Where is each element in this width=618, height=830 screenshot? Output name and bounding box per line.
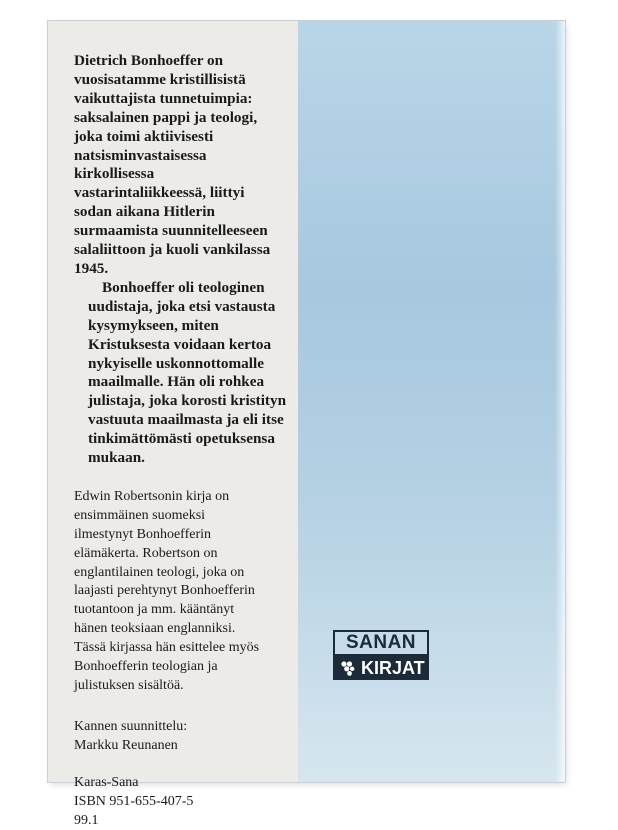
text-line: julistaja, joka korosti kristityn xyxy=(88,392,287,410)
text-line: ensimmäinen suomeksi xyxy=(74,507,206,523)
text-line: hänen teoksiaan englanniksi. xyxy=(74,621,236,637)
cover-design-label: Kannen suunnittelu: xyxy=(74,718,188,734)
text-line: saksalainen pappi ja teologi, xyxy=(74,108,258,126)
text-line: uudistaja, joka etsi vastausta xyxy=(88,297,276,315)
blurb-column xyxy=(74,52,296,830)
sanan-kirjat-logo xyxy=(333,630,429,682)
text-line: elämäkerta. Robertson on xyxy=(74,545,218,561)
bold-blurb xyxy=(74,52,296,468)
isbn: ISBN 951-655-407-5 xyxy=(74,793,194,809)
regular-paragraph xyxy=(74,488,296,696)
text-line: vastuuta maailmasta ja eli itse xyxy=(88,411,284,429)
text-line: tuotantoon ja mm. kääntänyt xyxy=(74,602,235,618)
bold-paragraph-2 xyxy=(74,279,296,468)
text-line: maailmalle. Hän oli rohkea xyxy=(88,373,265,391)
cover-credits xyxy=(74,718,296,756)
text-line: kirkollisessa xyxy=(74,165,155,183)
text-line: kysymykseen, miten xyxy=(88,316,219,334)
text-line: Bonhoefferin teologian ja xyxy=(74,659,218,675)
text-line: vastarintaliikkeessä, liittyi xyxy=(74,184,245,202)
text-line: salaliittoon ja kuoli vankilassa xyxy=(74,241,271,259)
text-line: laajasti perehtynyt Bonhoefferin xyxy=(74,583,255,599)
text-line: Tässä kirjassa hän esittelee myös xyxy=(74,640,260,656)
grapes-icon xyxy=(339,659,357,677)
text-line: vaikuttajista tunnetuimpia: xyxy=(74,89,253,107)
text-line: Bonhoeffer oli teologinen xyxy=(102,278,265,296)
logo-bottom-text: KIRJAT xyxy=(361,658,425,678)
text-line: julistuksen sisältöä. xyxy=(74,678,184,693)
cover-designer: Markku Reunanen xyxy=(74,737,178,753)
text-line: englantilainen teologi, joka on xyxy=(74,564,245,580)
text-line: natsisminvastaisessa xyxy=(74,146,207,164)
publisher-info xyxy=(74,774,296,830)
text-line: sodan aikana Hitlerin xyxy=(74,203,215,221)
logo-bottom-bar xyxy=(333,656,429,680)
text-line: Edwin Robertsonin kirja on xyxy=(74,488,230,504)
text-line: mukaan. xyxy=(88,449,145,467)
class-code: 99.1 xyxy=(74,812,99,828)
book-back-cover xyxy=(48,21,565,828)
text-line: joka toimi aktiivisesti xyxy=(74,127,214,145)
bold-paragraph-1 xyxy=(74,52,296,279)
text-line: tinkimättömästi opetuksensa xyxy=(88,430,275,448)
logo-top-text: SANAN xyxy=(333,630,429,656)
text-line: 1945. xyxy=(74,259,109,277)
text-line: Dietrich Bonhoeffer on xyxy=(74,52,224,69)
text-line: surmaamista suunnitelleeseen xyxy=(74,222,268,240)
text-line: vuosisatamme kristillisistä xyxy=(74,70,246,88)
publisher-name: Karas-Sana xyxy=(74,774,139,790)
cover-edge xyxy=(555,21,565,782)
text-line: ilmestynyt Bonhoefferin xyxy=(74,526,211,542)
text-line: Kristuksesta voidaan kertoa xyxy=(88,335,272,353)
author-blurb xyxy=(74,488,296,696)
text-line: nykyiselle uskonnottomalle xyxy=(88,354,264,372)
